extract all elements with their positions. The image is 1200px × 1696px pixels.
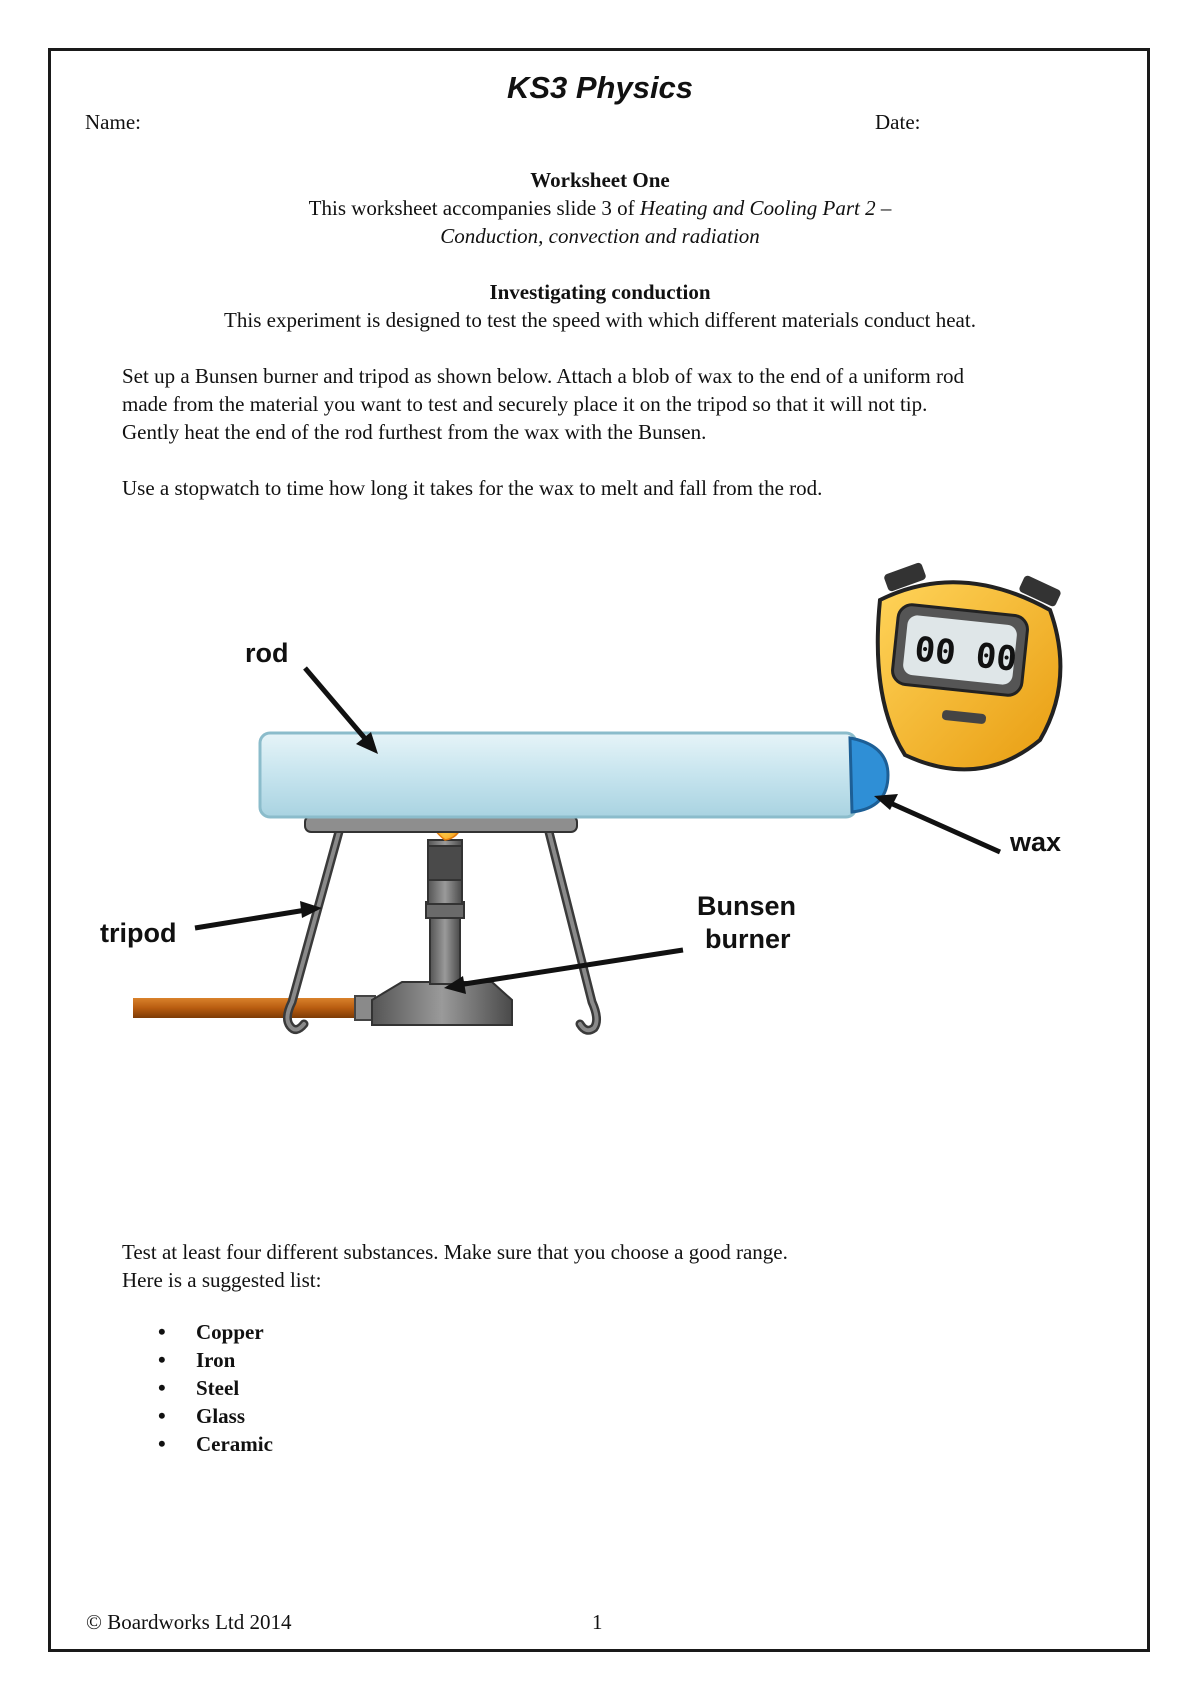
materials-line-1: Test at least four different substances. Make sure that you choose a good range. bbox=[122, 1240, 788, 1264]
label-wax: wax bbox=[1010, 827, 1062, 857]
label-bunsen-1: Bunsen bbox=[697, 891, 797, 921]
list-item: • Iron bbox=[158, 1346, 273, 1374]
worksheet-intro bbox=[0, 194, 1200, 222]
section-heading: Investigating conduction bbox=[489, 280, 711, 304]
name-label: Name: bbox=[85, 110, 141, 134]
instruction-line-2: made from the material you want to test and securely place it on the tripod so that it will not tip. bbox=[122, 392, 928, 416]
label-tripod: tripod bbox=[100, 918, 177, 948]
intro-italic-2: Conduction, convection and radiation bbox=[440, 224, 760, 248]
list-item: • Steel bbox=[158, 1374, 273, 1402]
conduction-diagram bbox=[0, 540, 1200, 1140]
rod bbox=[260, 733, 856, 817]
date-label: Date: bbox=[875, 110, 921, 134]
gas-hose bbox=[133, 998, 363, 1018]
intro-prefix: This worksheet accompanies slide 3 of bbox=[308, 196, 640, 220]
stopwatch bbox=[878, 562, 1062, 770]
copyright: © Boardworks Ltd 2014 bbox=[86, 1610, 292, 1634]
instruction-line-1: Set up a Bunsen burner and tripod as shown below. Attach a blob of wax to the end of a uniform rod bbox=[122, 364, 964, 388]
page-title: KS3 Physics bbox=[506, 70, 694, 105]
intro-italic-1: Heating and Cooling Part 2 – bbox=[639, 196, 892, 220]
instruction-line-3: Gently heat the end of the rod furthest from the wax with the Bunsen. bbox=[122, 420, 707, 444]
materials-list bbox=[158, 1318, 273, 1458]
section-description: This experiment is designed to test the speed with which different materials conduct heat. bbox=[224, 308, 976, 332]
list-item: • Copper bbox=[158, 1318, 273, 1346]
stopwatch-display: 00 00 bbox=[912, 629, 1019, 680]
list-item: • Ceramic bbox=[158, 1430, 273, 1458]
label-bunsen-2: burner bbox=[705, 924, 791, 954]
page-number: 1 bbox=[592, 1610, 603, 1634]
materials-line-2: Here is a suggested list: bbox=[122, 1268, 322, 1292]
label-rod: rod bbox=[245, 638, 289, 668]
list-item: • Glass bbox=[158, 1402, 273, 1430]
instruction-line-4: Use a stopwatch to time how long it takes for the wax to melt and fall from the rod. bbox=[122, 476, 823, 500]
worksheet-heading: Worksheet One bbox=[530, 168, 670, 192]
